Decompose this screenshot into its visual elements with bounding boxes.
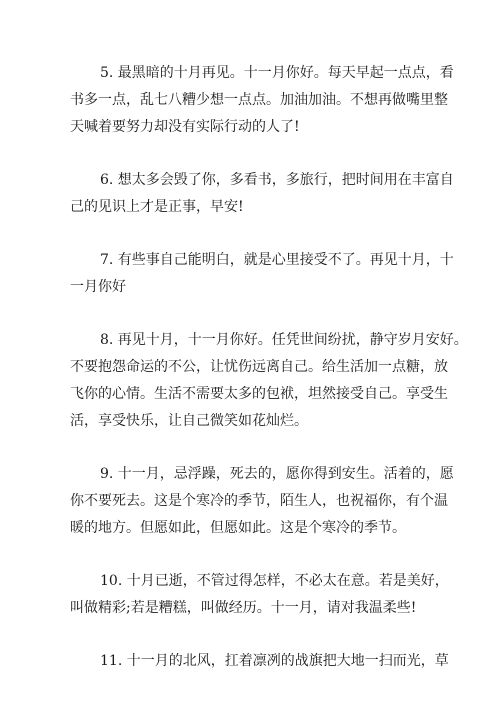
paragraph-9	[70, 461, 454, 542]
text-line: 己的见识上才是正事，早安!	[70, 199, 244, 215]
paragraph-11	[70, 648, 449, 675]
text-line: 活，享受快乐，让自己微笑如花灿烂。	[70, 413, 308, 429]
document-page	[70, 60, 468, 701]
text-line: 不要抱怨命运的不公，让忧伤远离自己。给生活加一点糖，放	[70, 359, 448, 375]
text-line: 10. 十月已逝，不管过得怎样，不必太在意。若是美好，	[100, 573, 449, 589]
text-line: 暖的地方。但愿如此，但愿如此。这是个寒冷的季节。	[70, 520, 406, 536]
text-line: 5. 最黑暗的十月再见。十一月你好。每天早起一点点，看	[100, 65, 454, 81]
text-line: 7. 有些事自己能明白，就是心里接受不了。再见十月，十	[100, 252, 454, 268]
text-line: 11. 十一月的北风，扛着凛冽的战旗把大地一扫而光，草	[100, 653, 449, 669]
text-line: 天喊着要努力却没有实际行动的人了!	[70, 119, 300, 135]
paragraph-10	[70, 568, 449, 622]
text-line: 一月你好	[70, 279, 126, 295]
paragraph-6	[70, 167, 454, 221]
text-line: 飞你的心情。生活不需要太多的包袱，坦然接受自己。享受生	[70, 386, 448, 402]
text-line: 书多一点，乱七八糟少想一点点。加油加油。不想再做嘴里整	[70, 92, 448, 108]
text-line: 8. 再见十月，十一月你好。任凭世间纷扰，静守岁月安好。	[100, 332, 468, 348]
text-line: 9. 十一月，忌浮躁，死去的，愿你得到安生。活着的，愿	[100, 466, 454, 482]
paragraph-7	[70, 247, 454, 301]
text-line: 你不要死去。这是个寒冷的季节，陌生人，也祝福你，有个温	[70, 493, 448, 509]
paragraph-8	[70, 327, 468, 435]
paragraph-5	[70, 60, 454, 141]
text-line: 6. 想太多会毁了你，多看书，多旅行，把时间用在丰富自	[100, 172, 454, 188]
text-line: 叫做精彩;若是糟糕，叫做经历。十一月，请对我温柔些!	[70, 600, 417, 616]
